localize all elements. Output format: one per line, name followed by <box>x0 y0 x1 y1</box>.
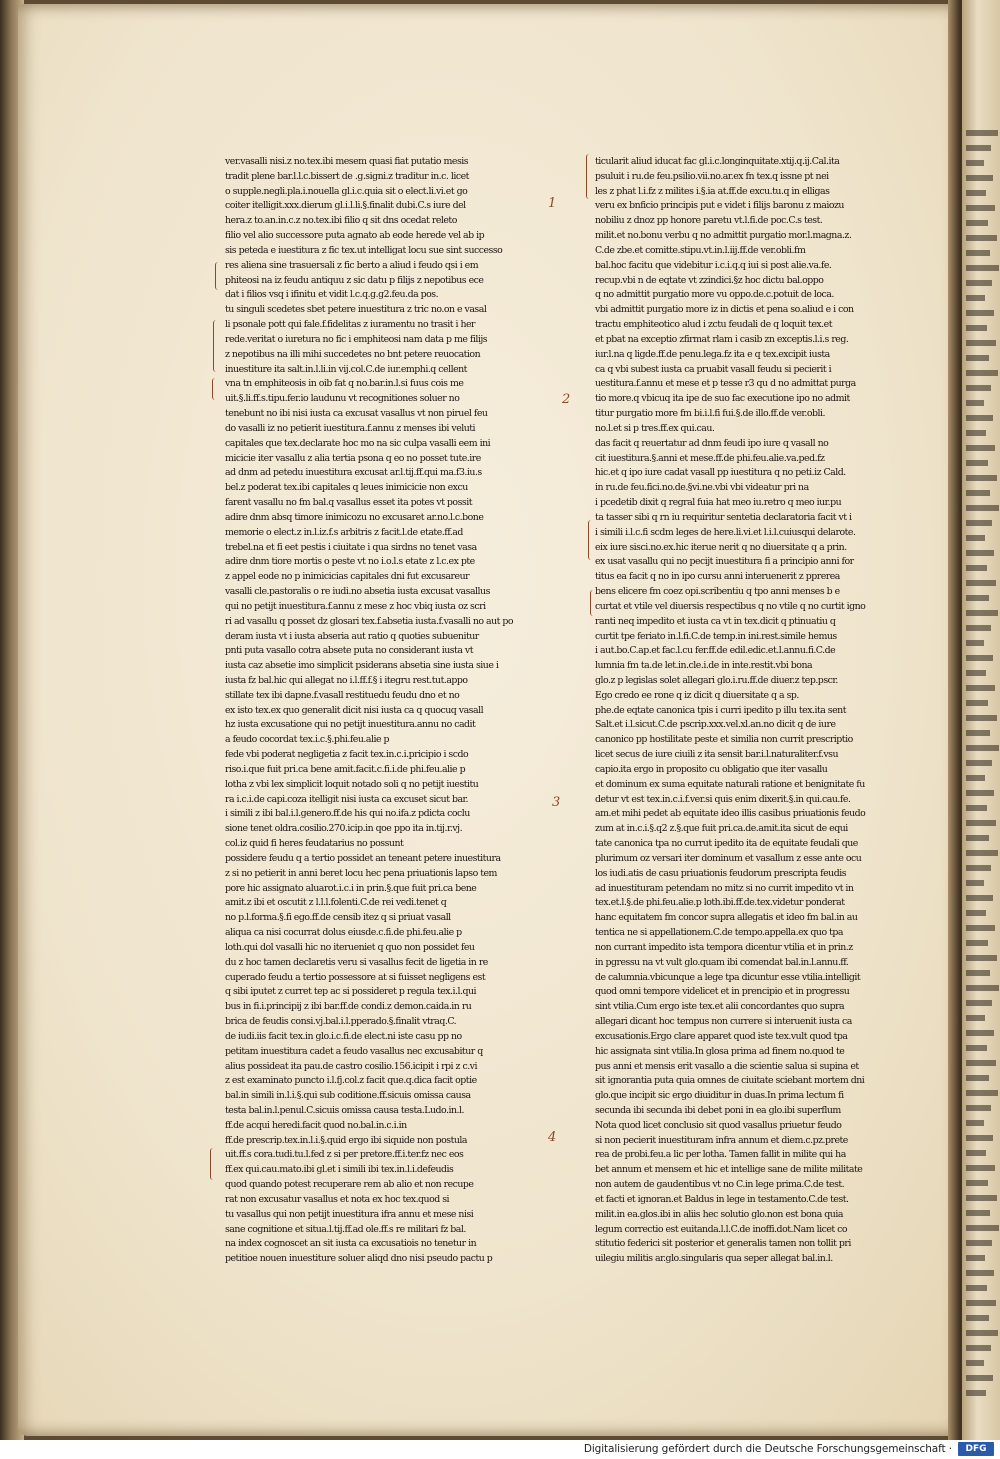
text-line: z est examinato puncto i.l.fj.col.z facit que.q.dica facit optie <box>225 1075 477 1087</box>
text-line: uit.ff.s cora.tudi.tu.l.fed z si per pretore.ff.i.ter.fz nec eos <box>225 1149 464 1161</box>
margin-bracket <box>215 262 221 290</box>
facing-page-text-fragment <box>966 145 991 151</box>
text-line: vbi admittit purgatio more iz in dictis et pena so.aliud e i con <box>595 304 854 316</box>
facing-page-text-fragment <box>966 460 988 466</box>
text-line: in ru.de feu.fici.no.de.§vi.ne.vbi vbi videatur pri na <box>595 482 809 494</box>
text-line: Ego credo ee rone q iz dicit q diuersitate q a sp. <box>595 689 799 701</box>
text-line: legum correctio est euitanda.l.l.C.de inoffi.dot.Nam licet co <box>595 1223 848 1235</box>
text-line: si non pecierit inuestituram infra annum et diem.c.pz.prete <box>595 1134 848 1146</box>
text-line: no p.l.forma.§.fi ego.ff.de censib itez q si priuat vasall <box>225 912 451 924</box>
facing-page-text-fragment <box>966 655 993 661</box>
text-line: de calumnia.vbicunque a lege tpa dicuntur esse vtilia.intelligit <box>595 971 861 983</box>
text-line: Salt.et i.l.sicut.C.de pscrip.xxx.vel.xl.an.no dicit q de iure <box>595 719 836 731</box>
text-line: in pgressu na vt vult glo.quam ibi comendat bal.in.l.annu.ff. <box>595 956 849 968</box>
text-line: inuestiture ita salt.in.l.li.in vij.col.C.de iur.emphi.q cellent <box>225 363 467 375</box>
text-line: detur vt est tex.in.c.i.f.ver.si quis enim dixerit.§.in qui.cau.fe. <box>595 793 851 805</box>
text-line: z nepotibus na illi mihi succedetes no bnt petere reuocation <box>225 348 481 360</box>
text-line: coiter itelligit.xxx.dierum gl.i.l.li.§.finalit dubi.C.s iure del <box>225 200 466 212</box>
facing-page-text-fragment <box>966 445 995 451</box>
text-line: farent vasallu no fm bal.q vasallus esset ita potes vt possit <box>225 497 472 509</box>
margin-note: 1 <box>548 196 557 211</box>
text-line: curtit tpe feriato in.l.fi.C.de temp.in ini.rest.simile hemus <box>595 630 837 642</box>
margin-note: 4 <box>548 1130 557 1145</box>
facing-page-text-fragment <box>966 160 984 166</box>
text-line: titur purgatio more fm bi.i.l.fi fui.§.de illo.ff.de ver.obli. <box>595 408 825 420</box>
facing-page-text-fragment <box>966 175 993 181</box>
text-line: tex.et.l.§.de phi.feu.alie.p loth.ibi.ff.de.tex.videtur ponderat <box>595 897 845 909</box>
facing-page-text-fragment <box>966 685 995 691</box>
facing-page-text-fragment <box>966 340 996 346</box>
facing-page-text-fragment <box>966 1015 985 1021</box>
facing-page-text-fragment <box>966 1225 999 1231</box>
text-line: et dominum ex suma equitate naturali ratione et benignitate fu <box>595 778 865 790</box>
text-line: z si no petierit in anni beret locu hec pena priuationis lapso tem <box>225 867 497 879</box>
text-column-right <box>595 155 917 1265</box>
text-line: sione tenet oldra.cosilio.270.icip.in qoe ppo ita in.tij.r.vj. <box>225 823 463 835</box>
text-line: capio.ita ergo in proposito cu obligatio que iter vasallu <box>595 763 828 775</box>
facing-page-text-fragment <box>966 475 997 481</box>
text-line: ff.de acqui heredi.facit quod no.bal.in.c.i.in <box>225 1119 407 1131</box>
text-line: tu vasallus qui non petijt inuestitura ifra annu et mese nisi <box>225 1208 474 1220</box>
text-line: uilegiu militis ar.glo.singularis qua seper allegat bal.in.l. <box>595 1253 833 1265</box>
text-line: amit.z ibi et oscutit z l.l.l.folenti.C.de rei vedi.tenet q <box>225 897 447 909</box>
facing-page-text-fragment <box>966 1270 994 1276</box>
text-line: deram iusta vt i iusta abseria aut ratio q quoties subuenitur <box>225 630 479 642</box>
text-line: iusta fz bal.hic qui allegat no i.l.ff.f.§ i itegru rest.tut.appo <box>225 674 468 686</box>
text-line: titus ea facit q no in ipo cursu anni interuenerit z pprerea <box>595 571 840 583</box>
text-line: aliqua ca nisi cocurrat dolus eiusde.c.fi.de phi.feu.alie p <box>225 927 462 939</box>
text-line: vasalli cle.pastoralis o re iudi.no absetia iusta excusat vasallus <box>225 586 490 598</box>
facing-page-text-fragment <box>966 235 997 241</box>
facing-page-text-fragment <box>966 745 999 751</box>
facing-page-text-fragment <box>966 370 998 376</box>
facing-page-text-fragment <box>966 130 998 136</box>
facing-page-text-fragment <box>966 595 989 601</box>
text-line: adire dnm absq timore inimicozu no excusaret ar.no.l.c.bone <box>225 511 484 523</box>
text-line: glo.que incipit sic ergo diuiditur in duas.In prima lectum fi <box>595 1090 844 1102</box>
text-line: possidere feudu q a tertio possidet an teneant petere inuestitura <box>225 852 501 864</box>
text-line: bus in fi.i.principij z ibi bar.ff.de condi.z demon.caida.in ru <box>225 1001 472 1013</box>
text-line: du z hoc tamen declaretis veru si vasallus fecit de ligetia in re <box>225 956 488 968</box>
text-line: fede vbi poderat negligetia z facit tex.in.c.i.pricipio i scdo <box>225 749 469 761</box>
dfg-logo: DFG <box>958 1442 994 1456</box>
text-line: C.de zbe.et comitte.stipu.vt.in.l.iij.ff.de ver.obli.fm <box>595 244 806 256</box>
text-line: i pcedetib dixit q regral fuia hat meo iu.retro q meo iur.pu <box>595 497 842 509</box>
text-line: bal.hoc facitu que videbitur i.c.i.q.q iui si post alie.va.fe. <box>595 259 832 271</box>
text-line: phe.de eqtate canonica tpis i curri ipedito p illu tex.ita sent <box>595 704 846 716</box>
text-line: bal.in simili in.l.i.§.qui sub coditione.ff.sicuis omissa causa <box>225 1090 471 1102</box>
text-line: am.et mihi pedet ab equitate ideo illis casibus priuationis feudo <box>595 808 866 820</box>
text-line: no.l.et si p tres.ff.ex qui.cau. <box>595 422 715 434</box>
facing-page-text-fragment <box>966 1240 992 1246</box>
text-line: stitutio federici sit posterior et generalis tamen non tollit pri <box>595 1238 851 1250</box>
text-line: vna tn emphiteosis in oib fat q no.bar.in.l.si fuus cois me <box>225 378 464 390</box>
text-line: q sibi iputet z curret tep ac si possideret p regula tex.i.l.qui <box>225 986 477 998</box>
facing-page-text-fragment <box>966 1150 986 1156</box>
text-line: cuperado feudu a tertio possessore at si fuisset negligens est <box>225 971 486 983</box>
text-line: qui no petijt inuestitura.f.annu z mese z hoc vbiq iusta oz scri <box>225 600 486 612</box>
text-line: das facit q reuertatur ad dnm feudi ipo iure q vasall no <box>595 437 829 449</box>
facing-page-text-fragment <box>966 1345 991 1351</box>
facing-page-text-fragment <box>966 1045 987 1051</box>
text-line: z appel eode no p inimicicias capitales dni fut excusareur <box>225 571 470 583</box>
text-line: et facti et ignoran.et Baldus in lege in testamento.C.de test. <box>595 1193 849 1205</box>
text-line: tradit plene bar.l.l.c.bissert de .g.signi.z traditur in.c. licet <box>225 170 469 182</box>
facing-page-text-fragment <box>966 940 988 946</box>
text-line: filio vel alio successore puta agnato ab eode herede vel ab ip <box>225 230 485 242</box>
text-line: loth.qui dol vasalli hic no iterueniet q quo non possidet feu <box>225 941 475 953</box>
text-line: sane cognitione et situa.l.tij.ff.ad ole.ff.s re militari fz bal. <box>225 1223 466 1235</box>
text-line: plurimum oz versari iter dominum et vasallum z esse ante ocu <box>595 852 862 864</box>
text-line: bel.z poderat tex.ibi capitales q leues inimicicie non excu <box>225 482 468 494</box>
facing-page-text-fragment <box>966 415 993 421</box>
facing-page-text-fragment <box>966 850 998 856</box>
text-line: de iudi.iis facit tex.in glo.i.c.fi.de elect.ni iste casu pp no <box>225 1030 462 1042</box>
text-line: psuluit i ru.de feu.psilio.vii.no.ar.ex fn tex.q issne pt nei <box>595 170 829 182</box>
text-line: secunda ibi secunda ibi debet poni in ea glo.ibi superflum <box>595 1105 841 1116</box>
margin-bracket <box>586 154 592 199</box>
text-line: los iudi.atis de casu priuationis feudorum prescripta feudis <box>595 867 847 879</box>
facing-page-text-fragment <box>966 250 990 256</box>
text-line: quod quando potest recuperare rem ab alio et non recupe <box>225 1179 474 1191</box>
facing-page-text-fragment <box>966 295 985 301</box>
facing-page-text-fragment <box>966 1285 987 1291</box>
text-line: hic.et q ipo iure cadat vasall pp iuestitura q no peti.iz Cald. <box>595 467 846 479</box>
text-line: phiteosi na iz feudu antiquu z sic datu p filijs z nepotibus ece <box>225 274 484 286</box>
text-line: rat non excusatur vasallus et nota ex hoc tex.quod si <box>225 1193 450 1205</box>
text-line: hera.z to.an.in.c.z no.tex.ibi filio q sit dns ocedat releto <box>225 215 457 227</box>
facing-page-text-fragment <box>966 550 994 556</box>
text-line: sit ignorantia puta quia omnes de ciuitate sciebant mortem dni <box>595 1075 865 1087</box>
text-line: hz iusta excusatione qui no petijt inuestitura.annu no cadit <box>225 719 476 731</box>
facing-page-text-fragment <box>966 820 996 826</box>
facing-page-text-fragment <box>966 430 986 436</box>
text-line: testa bal.in.l.penul.C.sicuis omissa causa testa.Ludo.in.l. <box>225 1105 465 1116</box>
facing-page-text-fragment <box>966 1105 991 1111</box>
facing-page-text-fragment <box>966 220 988 226</box>
facing-page-text-fragment <box>966 1375 993 1381</box>
text-line: pnti puta vasallo cotra absete puta no considerant iusta vt <box>225 645 473 657</box>
facing-page-text-fragment <box>966 1390 986 1396</box>
funding-credit: Digitalisierung gefördert durch die Deutsche Forschungsgemeinschaft · <box>583 1443 952 1455</box>
text-line: na index cognoscet an sit iusta ca excusatiois no tenetur in <box>225 1238 477 1250</box>
facing-page-text-fragment <box>966 895 993 901</box>
margin-bracket <box>588 520 594 560</box>
text-line: rea de probi.feu.a lic per lotha. Tamen fallit in milite qui ha <box>595 1149 846 1161</box>
margin-bracket <box>213 320 219 372</box>
facing-page-text-fragment <box>966 835 989 841</box>
text-line: ca q vbi subest iusta ca pruabit vasall feudu si pecierit i <box>595 363 832 375</box>
facing-page-text-fragment <box>966 880 984 886</box>
text-line: petitam inuestitura cadet a feudo vasallus nec excusabitur q <box>225 1045 483 1057</box>
text-line: tio more.q vbicuq ita ipe de suo fac executione ipo no admit <box>595 393 850 405</box>
text-line: alius possideat ita pau.de castro cosilio.156.icipit i rpi z c.vi <box>225 1060 477 1072</box>
facing-page-text-fragment <box>966 490 990 496</box>
facing-page-text-fragment <box>966 1060 996 1066</box>
text-line: tractu emphiteotico alud i zctu feudali de q loquit tex.et <box>595 319 832 331</box>
text-line: res aliena sine trasuersali z fic berto a aliud i feudo qsi i em <box>225 259 479 271</box>
text-line: bens elicere fm coez opi.scribentiu q tpo anni menses b e <box>595 586 840 598</box>
facing-page-text-fragment <box>966 1360 984 1366</box>
text-line: rede.veritat o iuretura no fic i emphiteosi nam data p me filijs <box>225 333 488 345</box>
text-line: tu singuli scedetes sbet petere inuestitura z tric no.on e vasal <box>225 304 487 316</box>
facing-page-text-fragment <box>966 1165 995 1171</box>
text-line: trebel.na et fi eet pestis i ciuitate i qua sirdns no tenet vasa <box>225 541 477 553</box>
text-line: cit iuestitura.§.anni et mese.ff.de phi.feu.alie.va.ped.fz <box>595 452 825 464</box>
text-line: tenebunt no ibi nisi iusta ca excusat vasallus vt non piruel feu <box>225 408 488 420</box>
margin-bracket <box>210 1148 216 1180</box>
text-line: ver.vasalli nisi.z no.tex.ibi mesem quasi fiat putatio mesis <box>225 156 469 167</box>
facing-page-text-fragment <box>966 1075 989 1081</box>
facing-page-text-fragment <box>966 760 992 766</box>
text-line: pore hic assignato aluarot.i.c.i in prin.§.que fuit pri.ca bene <box>225 882 477 894</box>
text-line: stillate tex ibi dapne.f.vasall restituedu feudu dno et no <box>225 689 460 701</box>
text-line: glo.z p legislas solet allegari glo.i.ru.ff.de diuer.z tep.pscr. <box>595 674 838 686</box>
text-line: micicie iter vasallu z alia tertia psona q eo no posset tute.ire <box>225 452 481 464</box>
text-line: ticularit aliud iducat fac gl.i.c.longinquitate.xtij.q.ij.Cal.ita <box>595 156 840 167</box>
facing-page-text-fragment <box>966 730 990 736</box>
margin-note: 2 <box>562 392 571 407</box>
text-line: quod omni tempore videlicet et in prencipio et in progressu <box>595 986 850 998</box>
facing-page-text-fragment <box>966 520 992 526</box>
text-line: hanc equitatem fm concor supra allegatis et ideo fm bal.in au <box>595 912 858 924</box>
text-line: riso.i.que fuit pri.ca bene amit.facit.c.fi.i.de phi.feu.alie p <box>225 763 466 775</box>
text-line: ad inuestituram petendam no mitz si no currit impedito vt in <box>595 882 854 894</box>
text-line: ad dnm ad petedu inuestitura excusat ar.l.tij.ff.qui ma.f3.iu.s <box>225 467 482 479</box>
facing-page-text-fragment <box>966 955 997 961</box>
facing-page-text-fragment <box>966 400 984 406</box>
facing-page-text-fragment <box>966 1255 985 1261</box>
facing-page-text-fragment <box>966 1180 988 1186</box>
facing-page-text-fragment <box>966 355 989 361</box>
text-line: ri ad vasallu q posset dz glosari tex.f.absetia iusta.f.vasalli no aut po <box>225 615 514 627</box>
facing-page-text-fragment <box>966 805 987 811</box>
facing-page-text-fragment <box>966 775 985 781</box>
text-line: nobiliu z dnoz pp honore paretu vt.l.fi.de poc.C.s test. <box>595 215 823 227</box>
text-line: milit.et no.bonu verbu q no admittit purgatio mor.l.magna.z. <box>595 230 852 242</box>
text-line: bet annum et mensem et hic et intellige sane de milite militate <box>595 1164 863 1176</box>
text-line: ff.ex qui.cau.mato.ibi gl.et i simili ibi tex.in.l.i.defeudis <box>225 1164 454 1176</box>
facing-page-text-fragment <box>966 265 999 271</box>
text-line: adire dnm tiore mortis o peste vt no i.o.l.s etate z l.c.ex pte <box>225 556 475 568</box>
text-line: a feudo cocordat tex.i.c.§.phi.feu.alie p <box>225 734 389 746</box>
text-line: recup.vbi n de eqtate vt zzindici.§z hoc dictu bal.oppo <box>595 274 824 286</box>
text-line: tate canonica tpa no currut ipedito ita de equitate feudali que <box>595 838 858 850</box>
text-line: veru ex bnficio principis put e videt i filijs baronu z maiozu <box>595 200 844 212</box>
text-line: non autem de gaudentibus vt no C.in lege prima.C.de test. <box>595 1179 845 1191</box>
facing-page-text-fragment <box>966 985 999 991</box>
text-line: li psonale pott qui fale.f.fidelitas z iuramentu no trasit i her <box>225 319 476 331</box>
margin-note: 3 <box>552 795 561 810</box>
text-line: lotha z vbi lex simplicit loquit notado soli q no petijt iuestitu <box>225 778 479 790</box>
text-line: canonico pp hostilitate peste et similia non currit prescriptio <box>595 734 853 746</box>
text-line: les z phat l.i.fz z milites i.§.ia at.ff.de excu.tu.q in elligas <box>595 185 830 197</box>
text-line: uestitura.f.annu et mese et p tesse r3 qu d no admittat purga <box>595 378 856 390</box>
text-line: i aut.bo.C.ap.et fac.l.cu fer.ff.de edil.edic.et.l.annu.fi.C.de <box>595 645 836 657</box>
text-line: do vasalli iz no petierit iuestitura.f.annu z menses ibi veluti <box>225 422 476 434</box>
text-line: zum at in.c.i.§.q2 z.§.que fuit pri.ca.de.amit.ita sicut de equi <box>595 823 848 835</box>
text-line: ta tasser sibi q rn iu requiritur sentetia declaratoria facit vt i <box>595 511 852 523</box>
facing-page-edge <box>962 0 1000 1440</box>
text-line: et pbat na exceptio zfirmat rlam i casib zn exceptis.l.i.s reg. <box>595 333 849 345</box>
facing-page-text-fragment <box>966 925 995 931</box>
facing-page-text-fragment <box>966 625 991 631</box>
text-line: pus anni et mensis erit vasallo a die scientie salua si supina et <box>595 1060 859 1072</box>
facing-page-text-fragment <box>966 715 997 721</box>
text-line: sint vtilia.Cum ergo iste tex.et alii concordantes quo supra <box>595 1001 845 1013</box>
text-line: ff.de prescrip.tex.in.l.i.§.quid ergo ibi siquide non postula <box>225 1134 467 1146</box>
facing-page-text-fragment <box>966 1210 990 1216</box>
text-line: sis peteda e iuestitura z fic tex.ut intelligat locu sue sint successo <box>225 244 503 256</box>
text-line: curtat et vtile vel diuersis respectibus q no vtile q no curtit igno <box>595 600 866 612</box>
facing-page-text-fragment <box>966 205 995 211</box>
facing-page-text-fragment <box>966 1135 993 1141</box>
facing-page-text-fragment <box>966 385 991 391</box>
text-line: memorie o elect.z in.l.iz.f.s arbitris z facit.l.de etate.ff.ad <box>225 526 463 538</box>
margin-bracket <box>590 590 596 616</box>
facing-page-text-fragment <box>966 640 984 646</box>
facing-page-text-fragment <box>966 790 994 796</box>
facing-page-text-fragment <box>966 670 986 676</box>
text-line: i simili i.l.c.fi scdm leges de here.li.vi.et l.i.l.cuiusqui delarote. <box>595 526 856 538</box>
facing-page-text-fragment <box>966 535 985 541</box>
text-line: ex isto tex.ex quo generalit dicit nisi iusta ca q quocuq vasall <box>225 704 484 716</box>
text-line: Nota quod licet conclusio sit quod vasallus priuetur feudo <box>595 1119 842 1131</box>
text-line: lumnia fm ta.de let.in.cle.i.de in inte.restit.vbi bona <box>595 660 813 672</box>
text-line: milit.in ea.glos.ibi in aliis hec solutio glo.non est bona quia <box>595 1208 843 1220</box>
text-line: petitioe nouen inuestiture soluer aliqd dno nisi pseudo pactu p <box>225 1253 493 1265</box>
text-line: capitales que tex.declarate hoc mo na sic culpa vasalli eem ini <box>225 437 491 449</box>
text-line: dat i filios vsq i ifinitu et vidit l.c.q.g.g2.feu.da pos. <box>225 289 439 301</box>
facing-page-text-fragment <box>966 325 987 331</box>
facing-page-text-fragment <box>966 1300 996 1306</box>
facing-page-text-fragment <box>966 910 986 916</box>
facing-page-text-fragment <box>966 700 988 706</box>
text-line: ra i.c.i.de capi.coza itelligit nisi iusta ca excuset sicut bar. <box>225 793 468 805</box>
facing-page-text-fragment <box>966 310 994 316</box>
facing-page-text-fragment <box>966 1330 998 1336</box>
facing-page-text-fragment <box>966 1030 994 1036</box>
facing-page-text-fragment <box>966 280 992 286</box>
text-line: tentica ne si appellationem.C.de tempo.appella.ex quo tpa <box>595 927 843 939</box>
facing-page-text-fragment <box>966 565 987 571</box>
digitization-footer <box>0 1440 1000 1459</box>
facing-page-text-fragment <box>966 580 996 586</box>
facing-page-text-fragment <box>966 1000 992 1006</box>
text-line: allegari dicant hoc tempus non currere si interuenit iusta ca <box>595 1016 852 1028</box>
facing-page-text-fragment <box>966 610 998 616</box>
text-line: licet secus de iure ciuili z ita sensit bar.i.l.naturaliter.f.vsu <box>595 749 839 761</box>
text-line: non currant impedito ista tempora dicentur vtilia et in prin.z <box>595 941 853 953</box>
facing-page-text-fragment <box>966 1315 989 1321</box>
text-line: brica de feudis consi.vj.bal.i.l.pperado.§.finalit vtraq.C. <box>225 1016 457 1028</box>
text-line: iur.l.na q ligde.ff.de penu.lega.fz ita e q tex.excipit iusta <box>595 348 830 360</box>
text-line: col.iz quid fi heres feudatarius no possunt <box>225 838 404 850</box>
text-line: ex usat vasallu qui no pecijt inuestitura fi a principio anni for <box>595 556 854 568</box>
text-line: hic assignata sint vtilia.In glosa prima ad finem no.quod te <box>595 1045 845 1057</box>
facing-page-text-fragment <box>966 970 990 976</box>
margin-bracket <box>212 378 218 400</box>
text-line: ranti neq impedito et iusta ca vt in tex.dicit q ptinuatiu q <box>595 615 836 627</box>
text-line: i simili z ibi bal.i.l.genero.ff.de his qui no.ifa.z pdicta coclu <box>225 808 470 820</box>
text-line: excusationis.Ergo clare apparet quod iste tex.vult quod tpa <box>595 1030 848 1042</box>
text-column-left <box>225 155 535 1265</box>
text-line: eix iure sisci.no.ex.hic iterue nerit q no diuersitate q a prin. <box>595 541 847 553</box>
text-line: o supple.negli.pla.i.nouella gl.i.c.quia sit o elect.li.vi.et go <box>225 185 468 197</box>
text-line: q no admittit purgatio more vu oppo.de.c.potuit de loca. <box>595 289 834 301</box>
facing-page-text-fragment <box>966 1090 998 1096</box>
facing-page-text-fragment <box>966 190 986 196</box>
facing-page-text-fragment <box>966 505 999 511</box>
text-line: iusta caz absetie imo simplicit psiderans absetia sine iusta siue i <box>225 660 499 672</box>
facing-page-text-fragment <box>966 1120 984 1126</box>
facing-page-text-fragment <box>966 865 991 871</box>
facing-page-text-fragment <box>966 1195 997 1201</box>
text-line: uit.§.li.ff.s.tipu.fer.io laudunu vt recognitiones soluer no <box>225 393 460 405</box>
